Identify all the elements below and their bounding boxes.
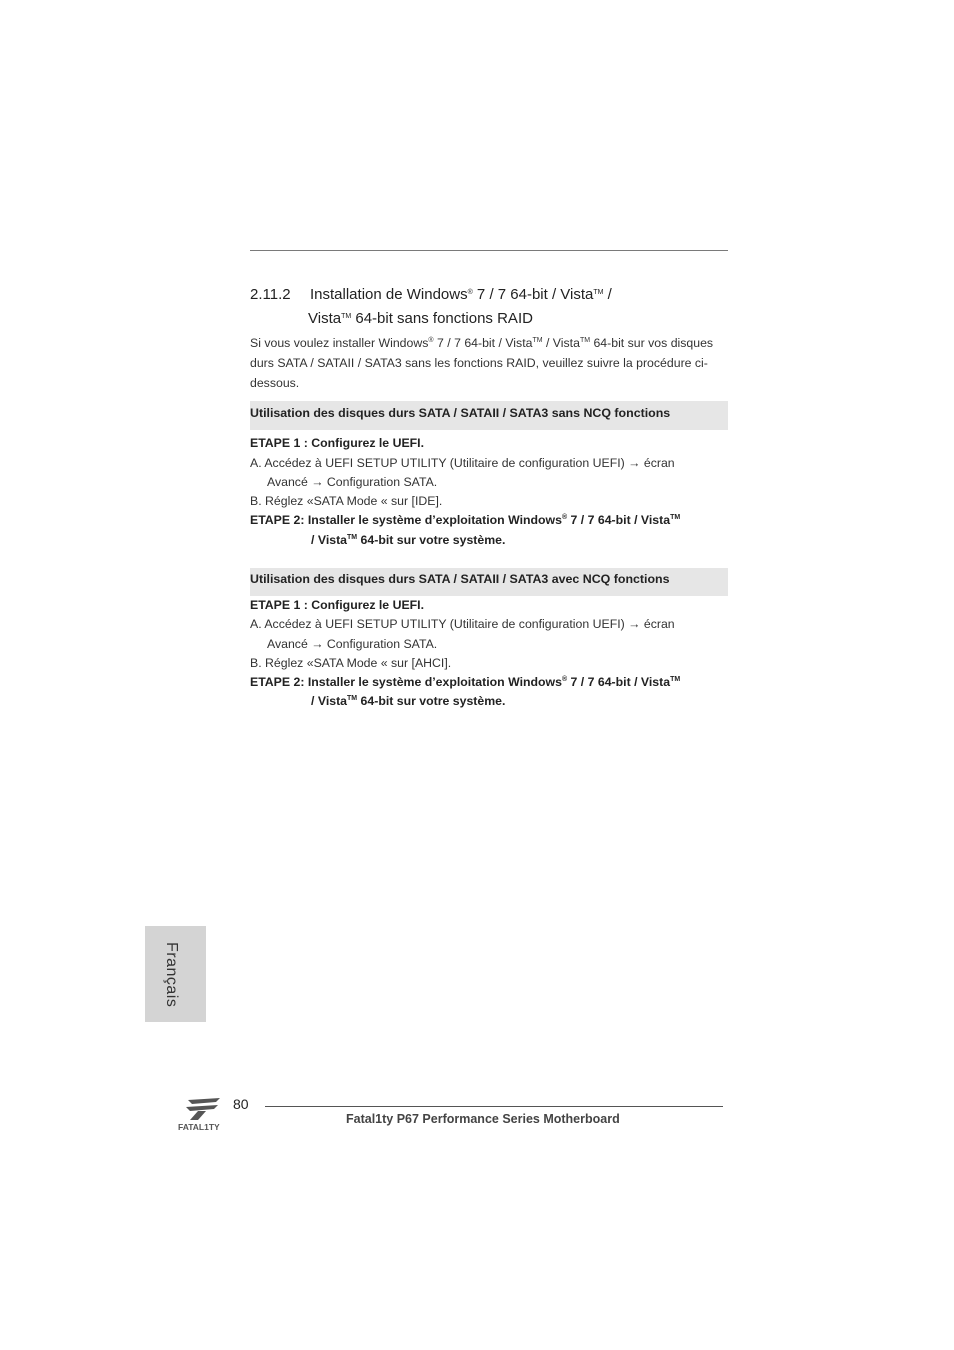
top-divider <box>250 250 728 251</box>
block2-step2-cont: / Vista™ 64-bit sur votre système. <box>311 694 506 708</box>
page-number: 80 <box>233 1096 249 1112</box>
footer-title: Fatal1ty P67 Performance Series Motherboard <box>346 1112 620 1126</box>
block2-step2: ETAPE 2: Installer le système d’exploitation Windows® 7 / 7 64-bit / Vista™ <box>250 675 681 689</box>
block2-step-a-cont: Avancé → Configuration SATA. <box>267 637 438 651</box>
block2-step-a: A. Accédez à UEFI SETUP UTILITY (Utilitaire de configuration UEFI) → écran <box>250 617 675 631</box>
block1-step1: ETAPE 1 : Configurez le UEFI. <box>250 436 424 450</box>
block2-step-b: B. Réglez «SATA Mode « sur [AHCI]. <box>250 656 452 670</box>
section-heading-continued: Vista™ 64-bit sans fonctions RAID <box>308 310 533 327</box>
block1-step-a: A. Accédez à UEFI SETUP UTILITY (Utilitaire de configuration UEFI) → écran <box>250 456 675 470</box>
section-number: 2.11.2 <box>250 286 291 303</box>
block1-step-a-cont: Avancé → Configuration SATA. <box>267 475 438 489</box>
block1-step-b: B. Réglez «SATA Mode « sur [IDE]. <box>250 494 443 508</box>
svg-text:FATAL1TY: FATAL1TY <box>178 1122 220 1132</box>
block2-step1: ETAPE 1 : Configurez le UEFI. <box>250 598 424 612</box>
block1-header: Utilisation des disques durs SATA / SATAII / SATA3 sans NCQ fonctions <box>250 401 728 430</box>
block1-step2: ETAPE 2: Installer le système d’exploitation Windows® 7 / 7 64-bit / Vista™ <box>250 513 681 527</box>
fatal1ty-logo-icon <box>176 1094 232 1134</box>
footer-divider <box>265 1106 723 1107</box>
block2-header: Utilisation des disques durs SATA / SATAII / SATA3 avec NCQ fonctions <box>250 568 728 596</box>
language-label: Français <box>163 942 180 1008</box>
section-heading: 2.11.2 Installation de Windows® 7 / 7 64-bit / Vista™ / <box>250 286 612 303</box>
intro-paragraph: Si vous voulez installer Windows® 7 / 7 64-bit / Vista™ / Vista™ 64-bit sur vos disques durs SATA / SATAII / SATA3 sans les fonctions RAID, veuillez suivre la procédure ci-dessous. <box>250 336 714 390</box>
block1-step2-cont: / Vista™ 64-bit sur votre système. <box>311 533 506 547</box>
language-side-tab <box>145 926 206 1022</box>
